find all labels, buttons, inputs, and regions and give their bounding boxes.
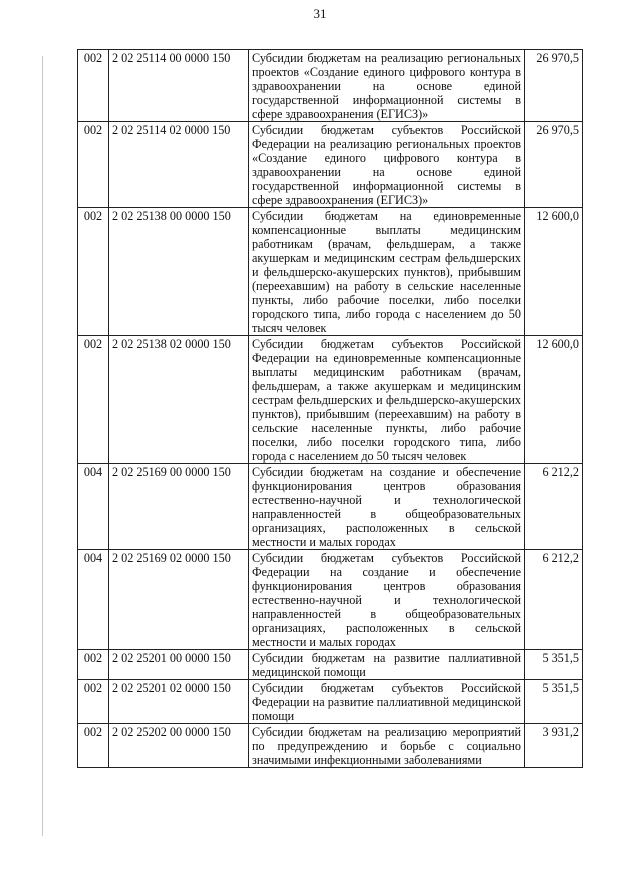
admin-code-cell: 002 <box>78 650 109 680</box>
admin-code-cell: 002 <box>78 336 109 464</box>
amount-cell: 26 970,5 <box>525 122 583 208</box>
table-row <box>78 208 583 336</box>
description-cell: Субсидии бюджетам субъектов Российской Федерации на реализацию региональных проектов «Создание единого цифрового контура в здравоохранении на основе единой государственной информационной системы в сфере здравоохранения (ЕГИСЗ)» <box>249 122 525 208</box>
description-cell: Субсидии бюджетам на реализацию региональных проектов «Создание единого цифрового контура в здравоохранении на основе единой государственной информационной системы в сфере здравоохранения (ЕГИСЗ)» <box>249 50 525 122</box>
description-cell: Субсидии бюджетам субъектов Российской Федерации на развитие паллиативной медицинской помощи <box>249 680 525 724</box>
amount-cell: 26 970,5 <box>525 50 583 122</box>
description-cell: Субсидии бюджетам субъектов Российской Федерации на создание и обеспечение функционирования центров образования естественно-научной и технологической направленностей в общеобразовательных организациях, расположенных в сельской местности и малых городах <box>249 550 525 650</box>
kbk-cell: 2 02 25202 00 0000 150 <box>109 724 249 768</box>
admin-code-cell: 004 <box>78 550 109 650</box>
amount-cell: 12 600,0 <box>525 208 583 336</box>
kbk-cell: 2 02 25169 00 0000 150 <box>109 464 249 550</box>
kbk-cell: 2 02 25201 00 0000 150 <box>109 650 249 680</box>
table-row <box>78 464 583 550</box>
table-row <box>78 550 583 650</box>
description-cell: Субсидии бюджетам субъектов Российской Федерации на единовременные компенсационные выплаты медицинским работникам (врачам, фельдшерам, а также акушеркам и медицинским сестрам фельдшерских и фельдшерско-акушерских пунктов), прибывшим (переехавшим) на работу в сельские населенные пункты, либо рабочие поселки, либо поселки городского типа, либо города с населением до 50 тысяч человек <box>249 336 525 464</box>
admin-code-cell: 002 <box>78 724 109 768</box>
table-row <box>78 650 583 680</box>
kbk-cell: 2 02 25114 02 0000 150 <box>109 122 249 208</box>
amount-cell: 5 351,5 <box>525 650 583 680</box>
table-row <box>78 50 583 122</box>
description-cell: Субсидии бюджетам на реализацию мероприятий по предупреждению и борьбе с социально значимыми инфекционными заболеваниями <box>249 724 525 768</box>
budget-table <box>77 49 583 768</box>
table-row <box>78 680 583 724</box>
amount-cell: 3 931,2 <box>525 724 583 768</box>
table-row <box>78 336 583 464</box>
table-row <box>78 122 583 208</box>
amount-cell: 6 212,2 <box>525 464 583 550</box>
admin-code-cell: 002 <box>78 122 109 208</box>
admin-code-cell: 002 <box>78 50 109 122</box>
kbk-cell: 2 02 25138 00 0000 150 <box>109 208 249 336</box>
admin-code-cell: 002 <box>78 208 109 336</box>
page-number: 31 <box>313 6 327 21</box>
table-row <box>78 724 583 768</box>
description-cell: Субсидии бюджетам на создание и обеспечение функционирования центров образования естественно-научной и технологической направленностей в общеобразовательных организациях, расположенных в сельской местности и малых городах <box>249 464 525 550</box>
admin-code-cell: 002 <box>78 680 109 724</box>
kbk-cell: 2 02 25169 02 0000 150 <box>109 550 249 650</box>
scan-margin-line <box>42 56 43 836</box>
description-cell: Субсидии бюджетам на единовременные компенсационные выплаты медицинским работникам (врачам, фельдшерам, а также акушеркам и медицинским сестрам фельдшерских и фельдшерско-акушерских пунктов), прибывшим (переехавшим) на работу в сельские населенные пункты, либо рабочие поселки, либо поселки городского типа, либо города с населением до 50 тысяч человек <box>249 208 525 336</box>
amount-cell: 12 600,0 <box>525 336 583 464</box>
amount-cell: 5 351,5 <box>525 680 583 724</box>
kbk-cell: 2 02 25114 00 0000 150 <box>109 50 249 122</box>
description-cell: Субсидии бюджетам на развитие паллиативной медицинской помощи <box>249 650 525 680</box>
kbk-cell: 2 02 25138 02 0000 150 <box>109 336 249 464</box>
kbk-cell: 2 02 25201 02 0000 150 <box>109 680 249 724</box>
admin-code-cell: 004 <box>78 464 109 550</box>
amount-cell: 6 212,2 <box>525 550 583 650</box>
